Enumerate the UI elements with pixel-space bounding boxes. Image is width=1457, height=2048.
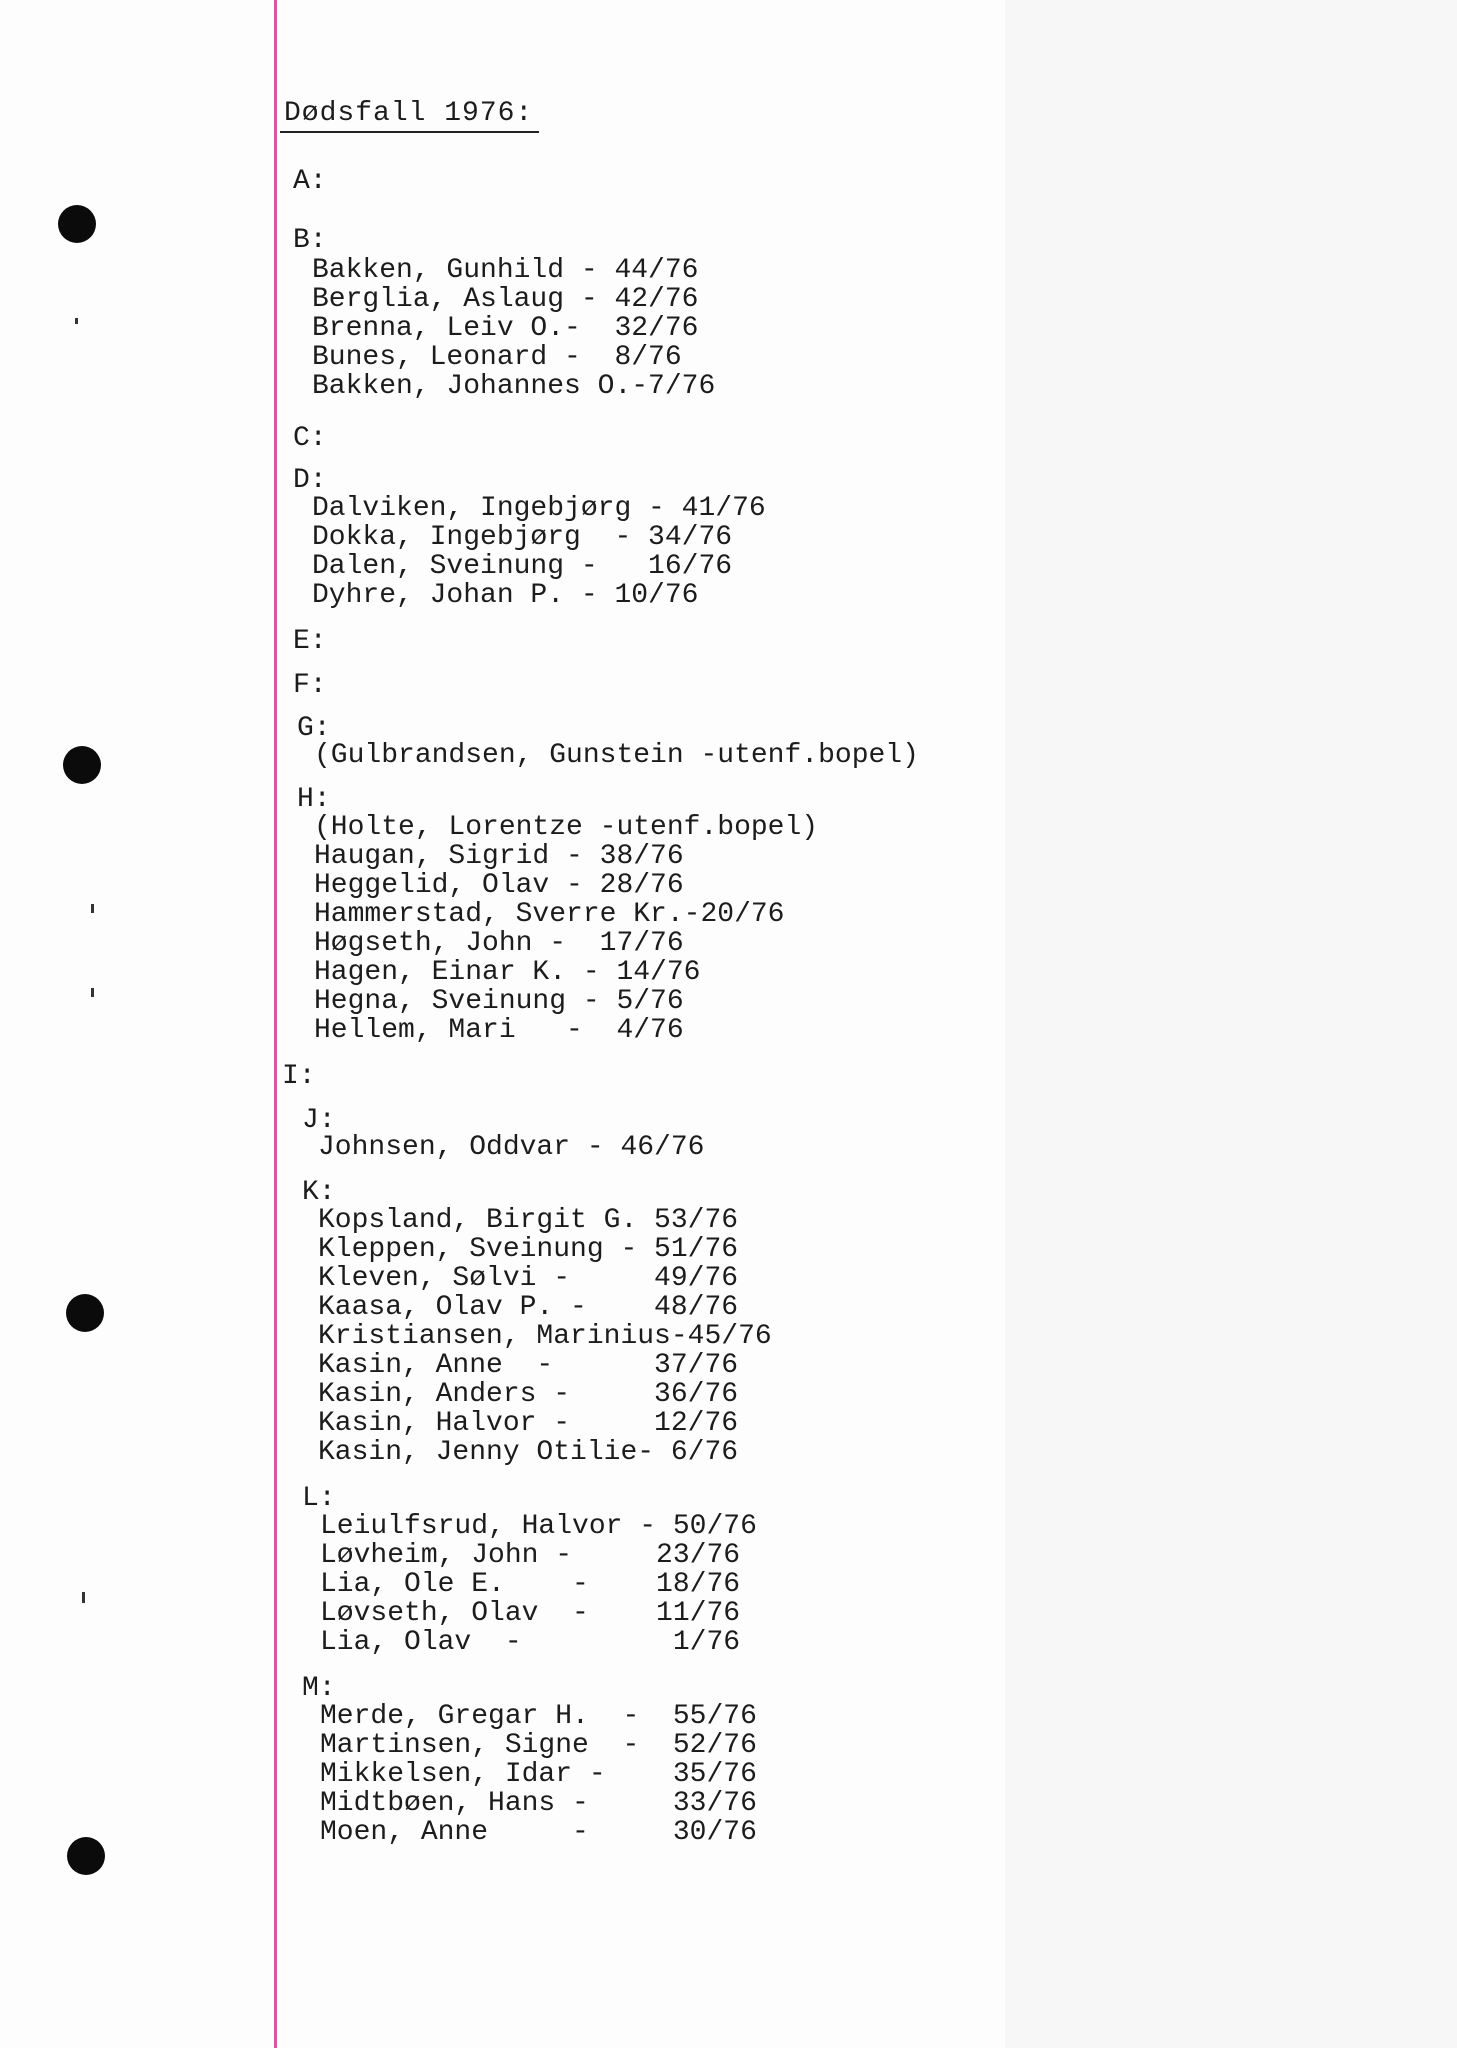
list-item: Bakken, Johannes O.-7/76 <box>312 371 716 402</box>
margin-line <box>274 0 277 2048</box>
page-shading <box>1005 0 1457 2048</box>
list-item: Kasin, Anders - 36/76 <box>318 1379 739 1410</box>
list-item: Kopsland, Birgit G. 53/76 <box>318 1205 739 1236</box>
list-item: Leiulfsrud, Halvor - 50/76 <box>320 1511 757 1542</box>
list-item: Kristiansen, Marinius-45/76 <box>318 1321 772 1352</box>
section-letter-c: C: <box>293 423 327 454</box>
section-letter-m: M: <box>302 1673 336 1704</box>
list-item: Lia, Ole E. - 18/76 <box>320 1569 741 1600</box>
list-item: Midtbøen, Hans - 33/76 <box>320 1788 757 1819</box>
list-item: Dalviken, Ingebjørg - 41/76 <box>312 493 766 524</box>
list-item: Martinsen, Signe - 52/76 <box>320 1730 757 1761</box>
list-item: Kleven, Sølvi - 49/76 <box>318 1263 739 1294</box>
section-letter-g: G: <box>297 713 331 744</box>
list-item: Løvseth, Olav - 11/76 <box>320 1598 741 1629</box>
speck-mark <box>82 1592 85 1603</box>
section-letter-a: A: <box>293 166 327 197</box>
punch-hole-2 <box>63 746 101 784</box>
list-item: Bakken, Gunhild - 44/76 <box>312 255 699 286</box>
section-letter-l: L: <box>302 1483 336 1514</box>
section-letter-f: F: <box>293 670 327 701</box>
section-letter-b: B: <box>293 225 327 256</box>
list-item: Kaasa, Olav P. - 48/76 <box>318 1292 739 1323</box>
list-item: Løvheim, John - 23/76 <box>320 1540 741 1571</box>
list-item: Haugan, Sigrid - 38/76 <box>314 841 684 872</box>
section-letter-e: E: <box>293 626 327 657</box>
punch-hole-1 <box>58 205 96 243</box>
speck-mark <box>91 988 94 997</box>
speck-mark <box>75 318 78 324</box>
list-item: Kleppen, Sveinung - 51/76 <box>318 1234 739 1265</box>
section-letter-i: I: <box>282 1061 316 1092</box>
list-item: Høgseth, John - 17/76 <box>314 928 684 959</box>
section-letter-k: K: <box>302 1177 336 1208</box>
list-item: Kasin, Jenny Otilie- 6/76 <box>318 1437 739 1468</box>
list-item: Johnsen, Oddvar - 46/76 <box>318 1132 705 1163</box>
section-letter-h: H: <box>297 784 331 815</box>
list-item: Kasin, Halvor - 12/76 <box>318 1408 739 1439</box>
list-item: Brenna, Leiv O.- 32/76 <box>312 313 699 344</box>
list-item: Mikkelsen, Idar - 35/76 <box>320 1759 757 1790</box>
list-item: (Holte, Lorentze -utenf.bopel) <box>314 812 819 843</box>
list-item: Kasin, Anne - 37/76 <box>318 1350 739 1381</box>
list-item: Hegna, Sveinung - 5/76 <box>314 986 684 1017</box>
list-item: Hammerstad, Sverre Kr.-20/76 <box>314 899 785 930</box>
speck-mark <box>91 904 94 913</box>
list-item: Berglia, Aslaug - 42/76 <box>312 284 699 315</box>
list-item: (Gulbrandsen, Gunstein -utenf.bopel) <box>314 740 919 771</box>
list-item: Moen, Anne - 30/76 <box>320 1817 757 1848</box>
section-letter-d: D: <box>293 465 327 496</box>
punch-hole-3 <box>66 1294 104 1332</box>
section-letter-j: J: <box>302 1105 336 1136</box>
punch-hole-4 <box>67 1837 105 1875</box>
page-title: Dødsfall 1976: <box>280 98 539 133</box>
list-item: Merde, Gregar H. - 55/76 <box>320 1701 757 1732</box>
list-item: Heggelid, Olav - 28/76 <box>314 870 684 901</box>
list-item: Dyhre, Johan P. - 10/76 <box>312 580 699 611</box>
list-item: Hellem, Mari - 4/76 <box>314 1015 684 1046</box>
list-item: Hagen, Einar K. - 14/76 <box>314 957 701 988</box>
list-item: Lia, Olav - 1/76 <box>320 1627 741 1658</box>
list-item: Bunes, Leonard - 8/76 <box>312 342 682 373</box>
list-item: Dalen, Sveinung - 16/76 <box>312 551 733 582</box>
list-item: Dokka, Ingebjørg - 34/76 <box>312 522 733 553</box>
